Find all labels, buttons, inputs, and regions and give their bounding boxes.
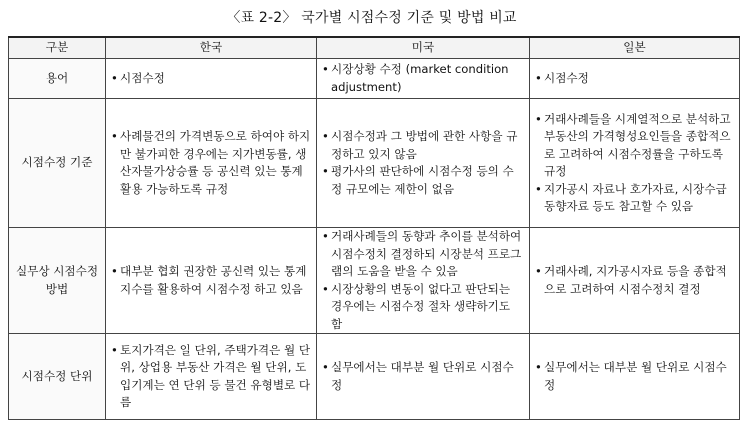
header-category: 구분 [9, 37, 106, 59]
list-item: • 시장상황 수정 (market condition adjustment) [322, 61, 524, 96]
japan-cell [530, 99, 740, 228]
header-usa: 미국 [317, 37, 530, 59]
header-row [9, 37, 740, 59]
list-item: • 시장상황의 변동이 없다고 판단되는 경우에는 시점수정 절차 생략하기도 함 [322, 281, 524, 334]
korea-cell [106, 59, 317, 99]
table-caption: 〈표 2-2〉 국가별 시점수정 기준 및 방법 비교 [226, 10, 517, 26]
list-item: • 사례물건의 가격변동으로 하여야 하지만 불가피한 경우에는 지가변동률, 생산자물가상승률 등 공신력 있는 통계 활용 가능하도록 규정 [111, 128, 311, 198]
row-category: 실무상 시점수정 방법 [9, 228, 106, 334]
table-row [9, 99, 740, 228]
list-item: • 실무에서는 대부분 월 단위로 시점수정 [535, 359, 734, 394]
korea-cell [106, 228, 317, 334]
list-item: • 거래사례들의 동향과 추이를 분석하여 시점수정치 결정하되 시장분석 프로그램의 도움을 받을 수 있음 [322, 228, 524, 281]
comparison-table [8, 36, 740, 420]
table-row [9, 59, 740, 99]
table-row [9, 334, 740, 420]
header-japan: 일본 [530, 37, 740, 59]
row-category: 시점수정 단위 [9, 334, 106, 420]
row-category: 시점수정 기준 [9, 99, 106, 228]
japan-cell [530, 59, 740, 99]
list-item: • 대부분 협회 권장한 공신력 있는 통계 지수를 활용하여 시점수정 하고 있음 [111, 263, 311, 298]
list-item: • 시점수정 [111, 70, 311, 88]
list-item: • 토지가격은 일 단위, 주택가격은 월 단위, 상업용 부동산 가격은 월 단위, 도입기계는 연 단위 등 물건 유형별로 다름 [111, 342, 311, 412]
list-item: • 거래사례, 지가공시자료 등을 종합적으로 고려하여 시점수정치 결정 [535, 263, 734, 298]
korea-cell [106, 334, 317, 420]
row-category: 용어 [9, 59, 106, 99]
table-row [9, 228, 740, 334]
usa-cell [317, 59, 530, 99]
list-item: • 평가사의 판단하에 시점수정 등의 수정 규모에는 제한이 없음 [322, 163, 524, 198]
usa-cell [317, 99, 530, 228]
header-korea: 한국 [106, 37, 317, 59]
list-item: • 시점수정 [535, 70, 734, 88]
list-item: • 실무에서는 대부분 월 단위로 시점수정 [322, 359, 524, 394]
korea-cell [106, 99, 317, 228]
list-item: • 지가공시 자료나 호가자료, 시장수급 동향자료 등도 참고할 수 있음 [535, 181, 734, 216]
usa-cell [317, 334, 530, 420]
japan-cell [530, 334, 740, 420]
usa-cell [317, 228, 530, 334]
japan-cell [530, 228, 740, 334]
list-item: • 거래사례들을 시계열적으로 분석하고 부동산의 가격형성요인들을 종합적으로 고려하여 시점수정률을 구하도록 규정 [535, 111, 734, 181]
list-item: • 시점수정과 그 방법에 관한 사항을 규정하고 있지 않음 [322, 128, 524, 163]
